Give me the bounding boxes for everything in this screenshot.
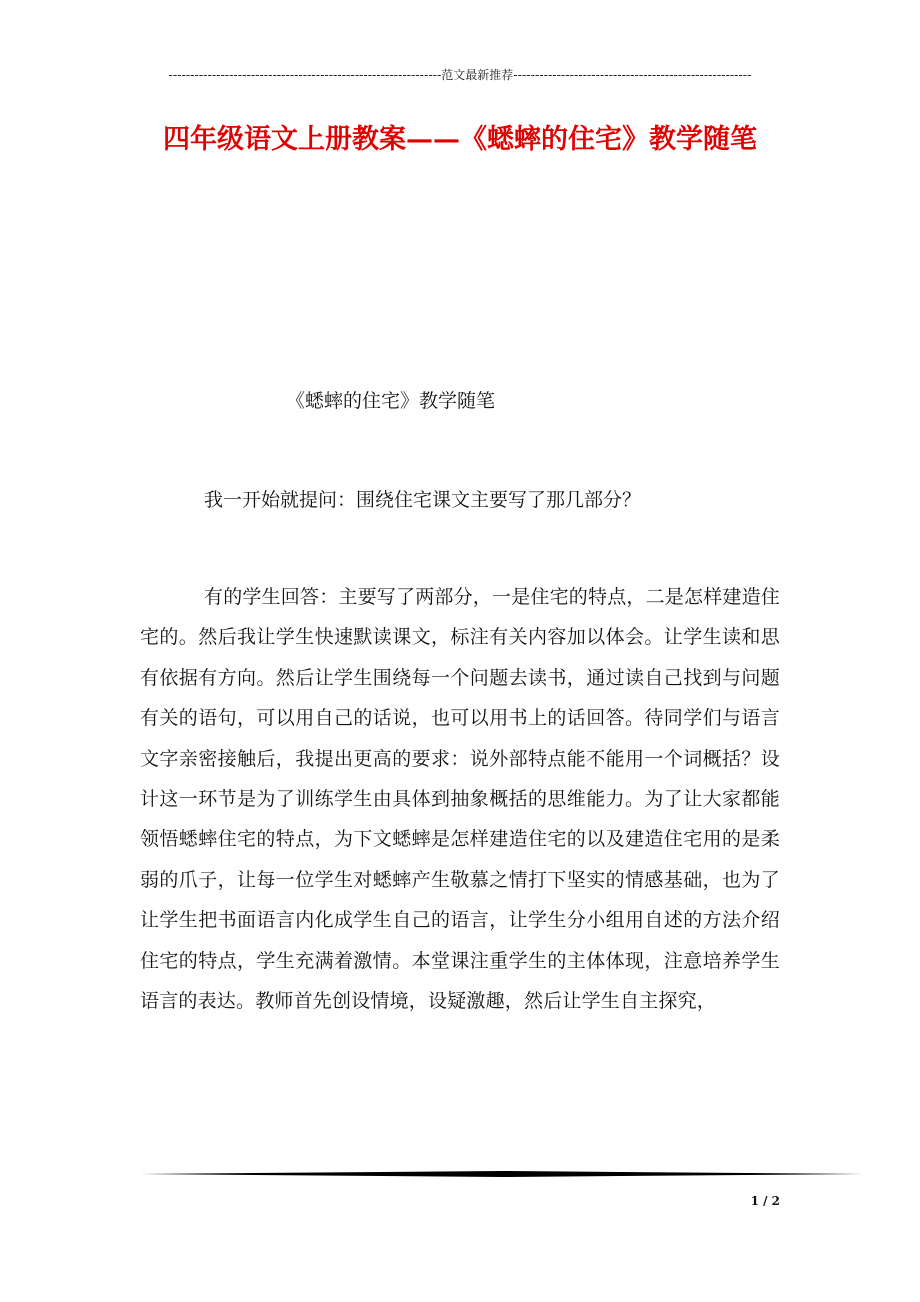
page-header-separator: ---------------------------------------------------------------范文最新推荐------------------------------------------------------- xyxy=(168,68,752,82)
document-subtitle: 《蟋蟀的住宅》教学随笔 xyxy=(286,390,496,412)
document-title: 四年级语文上册教案——《蟋蟀的住宅》教学随笔 xyxy=(163,124,757,155)
footer-divider-shape xyxy=(140,1171,864,1177)
body-paragraph: 有的学生回答：主要写了两部分，一是住宅的特点，二是怎样建造住宅的。然后我让学生快速默读课文，标注有关内容加以体会。让学生读和思有依据有方向。然后让学生围绕每一个问题去读书，通过读自己找到与问题有关的语句，可以用自己的话说，也可以用书上的话回答。待同学们与语言文字亲密接触后，我提出更高的要求：说外部特点能不能用一个词概括？设计这一环节是为了训练学生由具体到抽象概括的思维能力。为了让大家都能领悟蟋蟀住宅的特点，为下文蟋蟀是怎样建造住宅的以及建造住宅用的是柔弱的爪子，让每一位学生对蟋蟀产生敬慕之情打下坚实的情感基础，也为了让学生把书面语言内化成学生自己的语言，让学生分小组用自述的方法介绍住宅的特点，学生充满着激情。本堂课注重学生的主体体现，注意培养学生语言的表达。教师首先创设情境，设疑激趣，然后让学生自主探究， xyxy=(140,586,781,1013)
footer-divider xyxy=(140,1171,864,1177)
page-number: 1 / 2 xyxy=(750,1194,780,1208)
question-paragraph: 我一开始就提问：围绕住宅课文主要写了那几部分？ xyxy=(204,489,642,511)
